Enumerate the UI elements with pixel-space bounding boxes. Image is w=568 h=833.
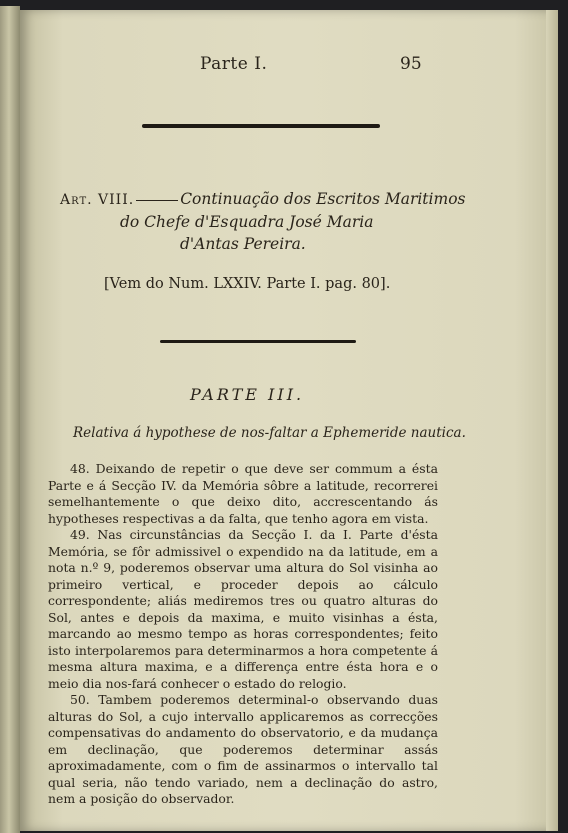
body-text [48,461,438,808]
top-rule [142,124,380,128]
paragraph-49: 49. Nas circunstâncias da Secção I. da I. Parte d'ésta Memória, se fôr admissivel o expendido na da latitude, em a nota n.º 9, poderemos observar uma altura do Sol visinha ao primeiro vertical, e proceder depois ao cálculo correspondente; aliás mediremos tres ou quatro alturas do Sol, antes e depois da maxima, e muito visinhas a ésta, marcando ao mesmo tempo as horas correspondentes; feito isto interpolaremos para determinarmos a hora competente á mesma altura maxima, e a differença entre ésta hora e o meio dia nos-fará conhecer o estado do relogio. [48,527,438,691]
part-subtitle: Relativa á hypothese de nos-faltar a Ephemeride nautica. [73,425,466,441]
left-page-edge [0,6,20,833]
middle-rule [160,340,356,343]
page-edge [546,10,558,831]
article-heading-line-1 [60,188,466,211]
article-title-line-2: do Chefe d'Esquadra José Maria [120,213,374,231]
article-label: Art. VIII. [60,192,135,208]
running-header: Parte I. [200,54,268,74]
part-title: PARTE III. [190,385,305,404]
article-title-line-1: Continuação dos Escritos Maritimos [180,190,466,208]
paragraph-50: 50. Tambem poderemos determinal-o observando duas alturas do Sol, a cujo intervallo applicaremos as correcções compensativas do andamento do observatorio, e da mudança em declinação, que poderemos determinar assás aproximadamente, com o fim de assinarmos o intervallo tal qual seria, não tendo variado, nem a declinação do astro, nem a posição do observador. [48,692,438,806]
paragraph-48: 48. Deixando de repetir o que deve ser commum a ésta Parte e á Secção IV. da Memória sôbre a latitude, recorrerei semelhantemente o que deixo dito, accrescentando ás hypotheses respectivas a da falta, que tenho agora em vista. [48,461,438,526]
article-title-line-3: d'Antas Pereira. [180,235,306,253]
continued-from-note: [Vem do Num. LXXIV. Parte I. pag. 80]. [104,276,391,292]
page-number: 95 [400,54,422,74]
dash [136,200,178,201]
article-heading [60,188,466,255]
